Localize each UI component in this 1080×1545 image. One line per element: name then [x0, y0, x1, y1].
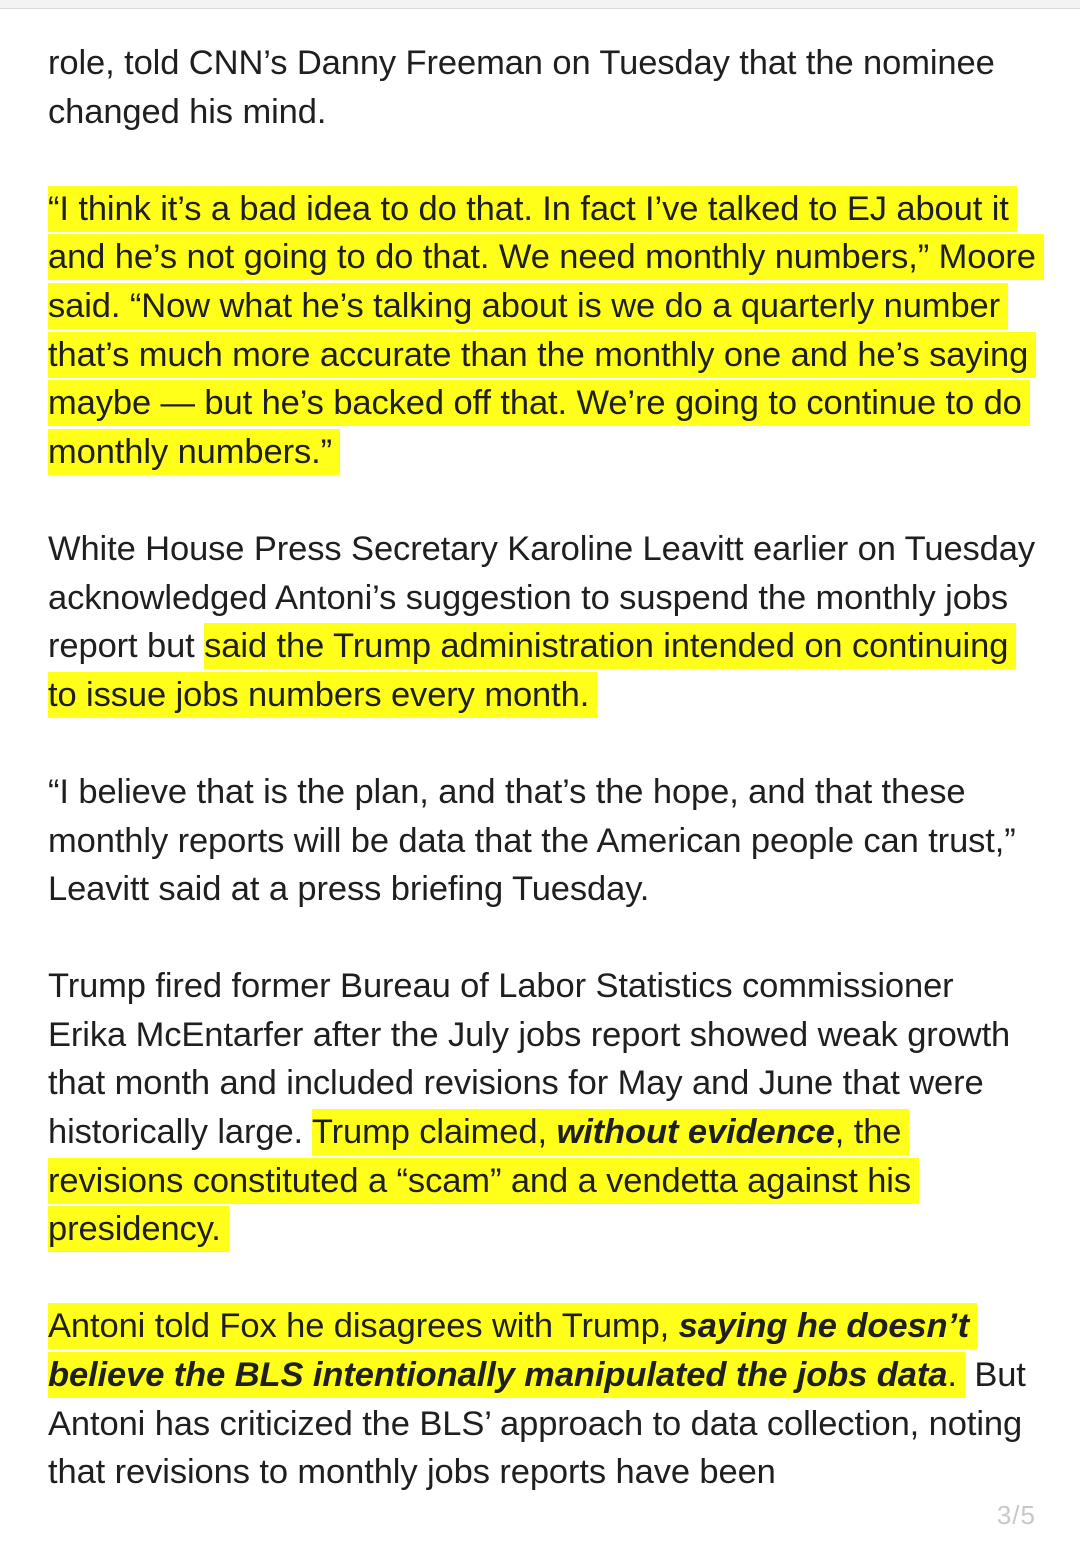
page-indicator: 3/5 — [996, 1500, 1036, 1530]
trump-claim-lead: Trump claimed, — [311, 1113, 557, 1152]
top-edge-divider — [0, 0, 1080, 9]
paragraph-3-text: White House Press Secretary Karoline Leavitt earlier on Tuesday acknowledged Antoni’s suggestion to suspend the monthly jobs report but — [48, 529, 1036, 666]
antoni-period: . — [947, 1356, 957, 1395]
highlighted-text-antoni — [48, 1303, 977, 1398]
emphasis-antoni-belief: saying he doesn’t believe the BLS intentionally manipulated the jobs data — [48, 1307, 969, 1395]
paragraph-1 — [48, 39, 1038, 136]
paragraph-5-text: Trump fired former Bureau of Labor Statistics commissioner Erika McEntarfer after the July jobs report showed weak growth that month and included revisions for May and June that were historically large. — [48, 967, 1011, 1152]
paragraph-5 — [48, 962, 1038, 1254]
paragraph-6 — [48, 1302, 1038, 1496]
article-body — [48, 39, 1038, 1545]
paragraph-4-quote — [48, 768, 1038, 914]
paragraph-1-text: role, told CNN’s Danny Freeman on Tuesday that the nominee changed his mind. — [48, 44, 995, 131]
paragraph-4-text: “I believe that is the plan, and that’s the hope, and that these monthly reports will be data that the American people can trust,” Leavitt said at a press briefing Tuesday. — [48, 772, 1016, 909]
highlighted-quote-moore: “I think it’s a bad idea to do that. In fact I’ve talked to EJ about it and he’s not going to do that. We need monthly numbers,” Moore said. “Now what he’s talking about is we do a quarterly number that’s much more accurate than the monthly one and he’s saying maybe — but he’s backed off that. We’re going to continue to do monthly numbers.” — [48, 186, 1044, 475]
antoni-lead: Antoni told Fox he disagrees with Trump, — [48, 1307, 679, 1346]
highlighted-text-administration: said the Trump administration intended on continuing to issue jobs numbers every month. — [48, 623, 1016, 718]
trump-claim-rest: , the revisions constituted a “scam” and a vendetta against his presidency. — [48, 1113, 912, 1249]
paragraph-6-text: But Antoni has criticized the BLS’ approach to data collection, noting that revisions to monthly jobs reports have been — [48, 1356, 1026, 1492]
paragraph-2-quote — [48, 185, 1038, 477]
paragraph-3 — [48, 525, 1038, 719]
emphasis-without-evidence: without evidence — [556, 1113, 835, 1152]
